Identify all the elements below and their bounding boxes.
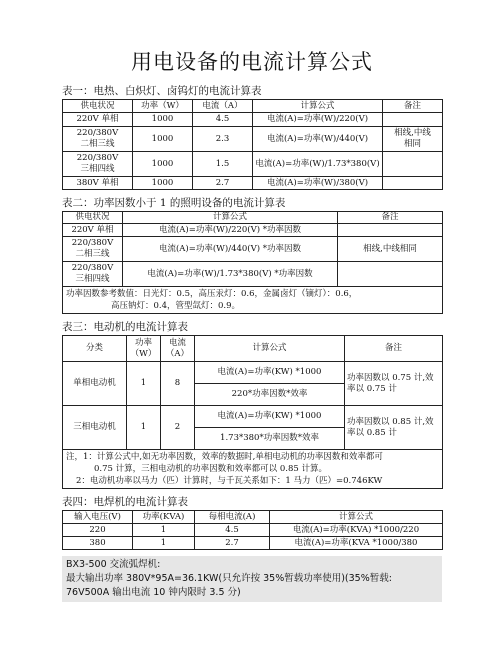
t3-note-line1: 注，1：计算公式中,如无功率因数，效率的数据时,单相电动机的功率因数和效率都可 — [66, 452, 383, 462]
t4-header-voltage: 输入电压(V) — [63, 511, 133, 524]
table1-heading: 表一：电热、白炽灯、卤钨灯的电流计算表 — [62, 85, 262, 97]
welder-note-line3: 76V500A 输出电流 10 钟内限时 3.5 分) — [66, 587, 241, 598]
t1-cell: 1.5 — [193, 152, 253, 177]
t1-cell: 电流(A)=功率(W)/1.73*380(V) — [253, 152, 383, 177]
t4-cell: 1 — [133, 524, 195, 537]
t3-power: 1 — [127, 362, 161, 406]
t1-cell-empty — [383, 177, 443, 190]
t1-header-remark: 备注 — [383, 100, 443, 113]
t1-header-formula: 计算公式 — [253, 100, 383, 113]
t1-cell: 220/380V 三相四线 — [63, 152, 133, 177]
t1-header-current: 电流（A） — [193, 100, 253, 113]
t3-formula-denominator: 1.73*380*功率因数*效率 — [195, 428, 345, 450]
t4-cell: 220 — [63, 524, 133, 537]
t1-cell: 220V 单相 — [63, 113, 133, 127]
t3-formula-denominator: 220*功率因数*效率 — [195, 384, 345, 406]
t3-power: 1 — [127, 406, 161, 450]
table4 — [62, 510, 443, 550]
t1-cell: 电流(A)=功率(W)/220(V) — [253, 113, 383, 127]
t1-cell: 电流(A)=功率(W)/440(V) — [253, 127, 383, 152]
t1-cell: 1000 — [133, 127, 193, 152]
t2-header-formula: 计算公式 — [123, 212, 338, 224]
t3-remark: 功率因数以 0.75 计,效率以 0.75 计 — [345, 362, 443, 406]
t1-cell: 电流(A)=功率(W)/380(V) — [253, 177, 383, 190]
t3-note-line2: 0.75 计算，三相电动机的功率因数和效率都可以 0.85 计算。 — [94, 464, 327, 474]
t3-current: 8 — [161, 362, 195, 406]
t2-cell: 电流(A)=功率(W)/1.73*380(V) *功率因数 — [123, 262, 338, 287]
t3-formula-numerator: 电流(A)=功率(KW) *1000 — [195, 406, 345, 428]
t3-header-remark: 备注 — [345, 336, 443, 362]
t1-remark: 相线,中线 相同 — [383, 127, 443, 152]
t1-cell: 2.3 — [193, 127, 253, 152]
t2-cell-empty — [338, 224, 443, 237]
t1-cell: 380V 单相 — [63, 177, 133, 190]
document-title: 用电设备的电流计算公式 — [131, 50, 373, 74]
t4-header-current: 每相电流(A) — [195, 511, 270, 524]
t3-formula-numerator: 电流(A)=功率(KW) *1000 — [195, 362, 345, 384]
table4-heading: 表四：电焊机的电流计算表 — [62, 496, 188, 508]
t3-header-type: 分类 — [63, 336, 127, 362]
t1-cell: 4.5 — [193, 113, 253, 127]
welder-note-line1: BX3-500 交流弧焊机: — [66, 559, 161, 570]
t3-header-power: 功率 （W） — [127, 336, 161, 362]
t2-remark: 相线,中线相同 — [338, 237, 443, 262]
t2-cell-empty — [338, 262, 443, 287]
t3-header-current: 电流 （A） — [161, 336, 195, 362]
t1-header-supply: 供电状况 — [63, 100, 133, 113]
document-page — [62, 48, 442, 602]
t1-cell: 1000 — [133, 152, 193, 177]
t2-cell: 220V 单相 — [63, 224, 123, 237]
t2-note-line1: 功率因数参考数值：日光灯：0.5，高压汞灯：0.6，金属卤灯（镝灯）：0.6， — [66, 289, 358, 299]
table3-heading: 表三：电动机的电流计算表 — [62, 321, 188, 333]
t2-cell: 220/380V 三相四线 — [63, 262, 123, 287]
t4-cell: 电流(A)=功率(KVA) *1000/220 — [270, 524, 443, 537]
welder-note — [62, 556, 442, 602]
table3 — [62, 335, 443, 489]
t1-cell: 2.7 — [193, 177, 253, 190]
t1-cell-empty — [383, 152, 443, 177]
t1-cell: 220/380V 二相三线 — [63, 127, 133, 152]
t4-header-formula: 计算公式 — [270, 511, 443, 524]
table2-heading: 表二：功率因数小于 1 的照明设备的电流计算表 — [62, 197, 286, 209]
t1-cell: 1000 — [133, 113, 193, 127]
t4-cell: 2.7 — [195, 537, 270, 550]
welder-note-line2: 最大输出功率 380V*95A=36.1KW(只允许按 35%暂载功率使用)(35%暂载: — [66, 573, 392, 584]
t3-type: 三相电动机 — [63, 406, 127, 450]
t2-cell: 电流(A)=功率(W)/440(V) *功率因数 — [123, 237, 338, 262]
t2-cell: 220/380V 二相三线 — [63, 237, 123, 262]
t4-cell: 380 — [63, 537, 133, 550]
t3-current: 2 — [161, 406, 195, 450]
t2-cell: 电流(A)=功率(W)/220(V) *功率因数 — [123, 224, 338, 237]
t3-note-line3: 2：电动机功率以马力（匹）计算时，与千瓦关系如下：1 马力（匹）=0.746KW — [76, 476, 383, 486]
t2-header-supply: 供电状况 — [63, 212, 123, 224]
t1-cell: 1000 — [133, 177, 193, 190]
table2 — [62, 211, 443, 314]
t2-header-remark: 备注 — [338, 212, 443, 224]
t2-note-line2: 高压钠灯：0.4，管型氙灯：0.9。 — [111, 301, 241, 311]
t3-remark: 功率因数以 0.85 计,效率以 0.85 计 — [345, 406, 443, 450]
t3-header-formula: 计算公式 — [195, 336, 345, 362]
t2-note — [63, 287, 443, 314]
t1-cell-empty — [383, 113, 443, 127]
t4-cell: 4.5 — [195, 524, 270, 537]
t4-cell: 1 — [133, 537, 195, 550]
t1-header-power: 功率（W） — [133, 100, 193, 113]
t3-type: 单相电动机 — [63, 362, 127, 406]
table1 — [62, 99, 443, 190]
t4-header-power: 功率(KVA) — [133, 511, 195, 524]
t3-note — [63, 450, 443, 489]
t4-cell: 电流(A)=功率(KVA *1000/380 — [270, 537, 443, 550]
